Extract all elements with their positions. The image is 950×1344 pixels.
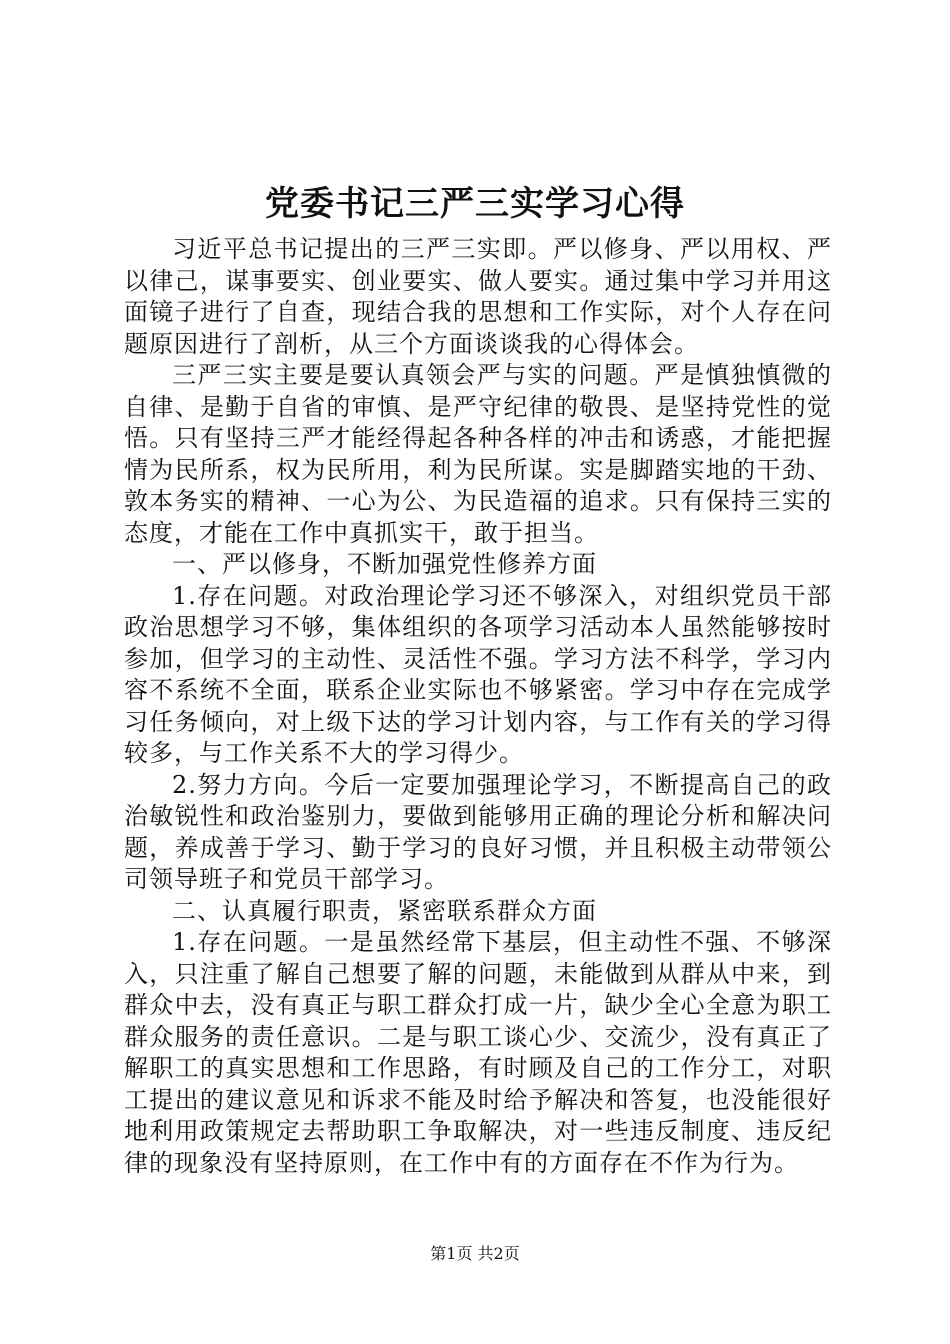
section-heading-2: 二、认真履行职责，紧密联系群众方面 <box>172 896 597 925</box>
paragraph-1-direction: 2.努力方向。今后一定要加强理论学习，不断提高自己的政治敏锐性和政治鉴别力，要做到能够用正确的理论分析和解决问题，养成善于学习、勤于学习的良好习惯，并且积极主动带领公司领导班子和党员干部学习。 <box>124 770 832 893</box>
paragraph-intro: 习近平总书记提出的三严三实即。严以修身、严以用权、严以律己，谋事要实、创业要实、做人要实。通过集中学习并用这面镜子进行了自查，现结合我的思想和工作实际，对个人存在问题原因进行了剖析，从三个方面谈谈我的心得体会。 <box>124 235 832 358</box>
document-title: 党委书记三严三实学习心得 <box>265 184 685 224</box>
paragraph-overview: 三严三实主要是要认真领会严与实的问题。严是慎独慎微的自律、是勤于自省的审慎、是严守纪律的敬畏、是坚持党性的觉悟。只有坚持三严才能经得起各种各样的冲击和诱惑，才能把握情为民所系，权为民所用，利为民所谋。实是脚踏实地的干劲、敦本务实的精神、一心为公、为民造福的追求。只有保持三实的态度，才能在工作中真抓实干，敢于担当。 <box>124 361 832 547</box>
document-body <box>124 234 832 1179</box>
section-heading-1: 一、严以修身，不断加强党性修养方面 <box>172 550 597 578</box>
page-footer: 第1页 共2页 <box>430 1244 520 1263</box>
paragraph-1-problems: 1.存在问题。对政治理论学习还不够深入，对组织党员干部政治思想学习不够，集体组织的各项学习活动本人虽然能够按时参加，但学习的主动性、灵活性不强。学习方法不科学，学习内容不系统不全面，联系企业实际也不够紧密。学习中存在完成学习任务倾向，对上级下达的学习计划内容，与工作有关的学习得较多，与工作关系不大的学习得少。 <box>124 581 832 767</box>
paragraph-2-problems: 1.存在问题。一是虽然经常下基层，但主动性不强、不够深入，只注重了解自己想要了解的问题，未能做到从群从中来，到群众中去，没有真正与职工群众打成一片，缺少全心全意为职工群众服务的责任意识。二是与职工谈心少、交流少，没有真正了解职工的真实思想和工作思路，有时顾及自己的工作分工，对职工提出的建议意见和诉求不能及时给予解决和答复，也没能很好地利用政策规定去帮助职工争取解决，对一些违反制度、违反纪律的现象没有坚持原则，在工作中有的方面存在不作为行为。 <box>124 928 832 1177</box>
